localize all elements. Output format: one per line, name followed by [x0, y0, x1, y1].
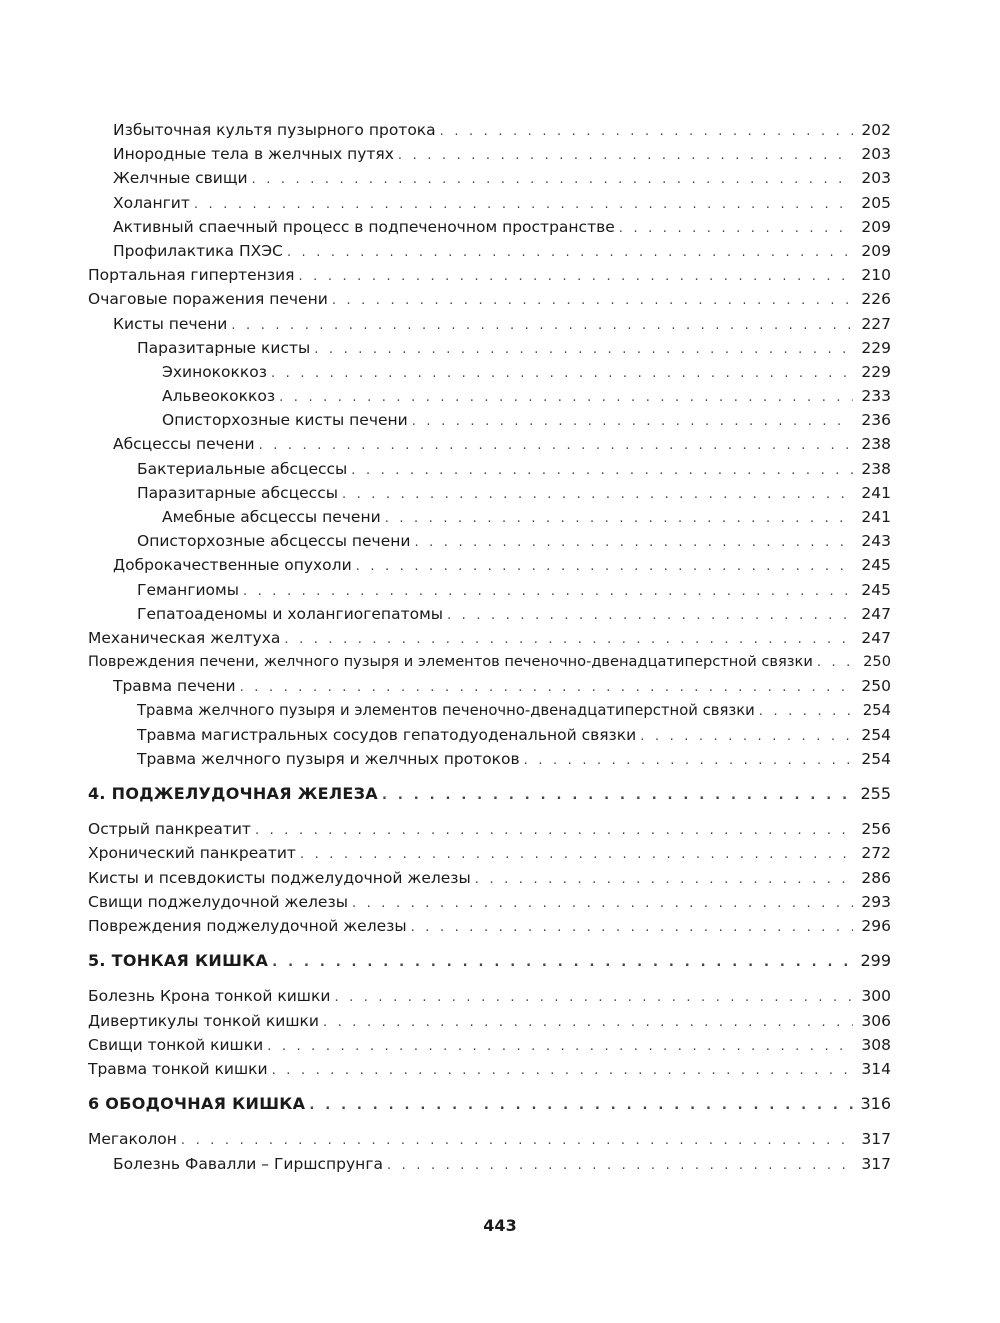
- toc-entry: Травма магистральных сосудов гепатодуоденальной связки . . . 254: [88, 723, 891, 747]
- toc-entry: Профилактика ПХЭС . . . 209: [88, 239, 891, 263]
- toc-entry: Инородные тела в желчных путях . . . 203: [88, 142, 891, 166]
- toc-entry: Повреждения поджелудочной железы . . . 296: [88, 914, 891, 938]
- toc-entry: Травма тонкой кишки . . . 314: [88, 1057, 891, 1081]
- toc-entry: Портальная гипертензия . . . 210: [88, 263, 891, 287]
- toc-entry: Абсцессы печени . . . 238: [88, 432, 891, 456]
- toc-entry: Холангит . . . 205: [88, 191, 891, 215]
- toc-entry: Мегаколон . . . 317: [88, 1127, 891, 1151]
- toc-entry: Избыточная культя пузырного протока . . . 202: [88, 118, 891, 142]
- toc-entry: Описторхозные абсцессы печени . . . 243: [88, 529, 891, 553]
- toc-entry: Свищи тонкой кишки . . . 308: [88, 1033, 891, 1057]
- chapter-heading-5: 5. ТОНКАЯ КИШКА . . . 299: [88, 949, 891, 973]
- toc-entry: Амебные абсцессы печени . . . 241: [88, 505, 891, 529]
- toc-entry: Механическая желтуха . . . 247: [88, 626, 891, 650]
- toc-entry: Очаговые поражения печени . . . 226: [88, 287, 891, 311]
- toc-entry: Гепатоаденомы и холангиогепатомы . . . 247: [88, 602, 891, 626]
- toc-entry: Активный спаечный процесс в подпеченочном пространстве . . . 209: [88, 215, 891, 239]
- toc-entry: Болезнь Крона тонкой кишки . . . 300: [88, 984, 891, 1008]
- toc-entry: Бактериальные абсцессы . . . 238: [88, 457, 891, 481]
- toc-entry: Описторхозные кисты печени . . . 236: [88, 408, 891, 432]
- toc-block-small-intestine: [88, 984, 891, 1081]
- toc-entry: Острый панкреатит . . . 256: [88, 817, 891, 841]
- toc-entry: Эхинококкоз . . . 229: [88, 360, 891, 384]
- toc-block-pancreas: [88, 817, 891, 938]
- toc-entry: Кисты и псевдокисты поджелудочной железы . . . 286: [88, 866, 891, 890]
- table-of-contents: [88, 118, 891, 1176]
- toc-entry: Травма печени . . . 250: [88, 674, 891, 698]
- toc-entry: Доброкачественные опухоли . . . 245: [88, 553, 891, 577]
- toc-entry: Повреждения печени, желчного пузыря и элементов печеночно-двенадцатиперстной связки . . . 250: [88, 650, 891, 674]
- chapter-heading-4: 4. ПОДЖЕЛУДОЧНАЯ ЖЕЛЕЗА . . . 255: [88, 782, 891, 806]
- chapter-heading-6: 6 ОБОДОЧНАЯ КИШКА . . . 316: [88, 1092, 891, 1116]
- toc-entry: Желчные свищи . . . 203: [88, 166, 891, 190]
- toc-block-colon: [88, 1127, 891, 1175]
- toc-entry: Кисты печени . . . 227: [88, 312, 891, 336]
- toc-entry: Хронический панкреатит . . . 272: [88, 841, 891, 865]
- toc-entry: Болезнь Фавалли – Гиршспрунга . . . 317: [88, 1152, 891, 1176]
- toc-entry: Альвеококкоз . . . 233: [88, 384, 891, 408]
- toc-entry: Гемангиомы . . . 245: [88, 578, 891, 602]
- toc-entry: Свищи поджелудочной железы . . . 293: [88, 890, 891, 914]
- toc-block-liver: [88, 118, 891, 771]
- toc-entry: Травма желчного пузыря и элементов печеночно-двенадцатиперстной связки . . . 254: [88, 699, 891, 723]
- page-number: 443: [483, 1216, 517, 1235]
- toc-entry: Паразитарные абсцессы . . . 241: [88, 481, 891, 505]
- toc-entry: Дивертикулы тонкой кишки . . . 306: [88, 1009, 891, 1033]
- toc-entry: Травма желчного пузыря и желчных протоков . . . 254: [88, 747, 891, 771]
- toc-entry: Паразитарные кисты . . . 229: [88, 336, 891, 360]
